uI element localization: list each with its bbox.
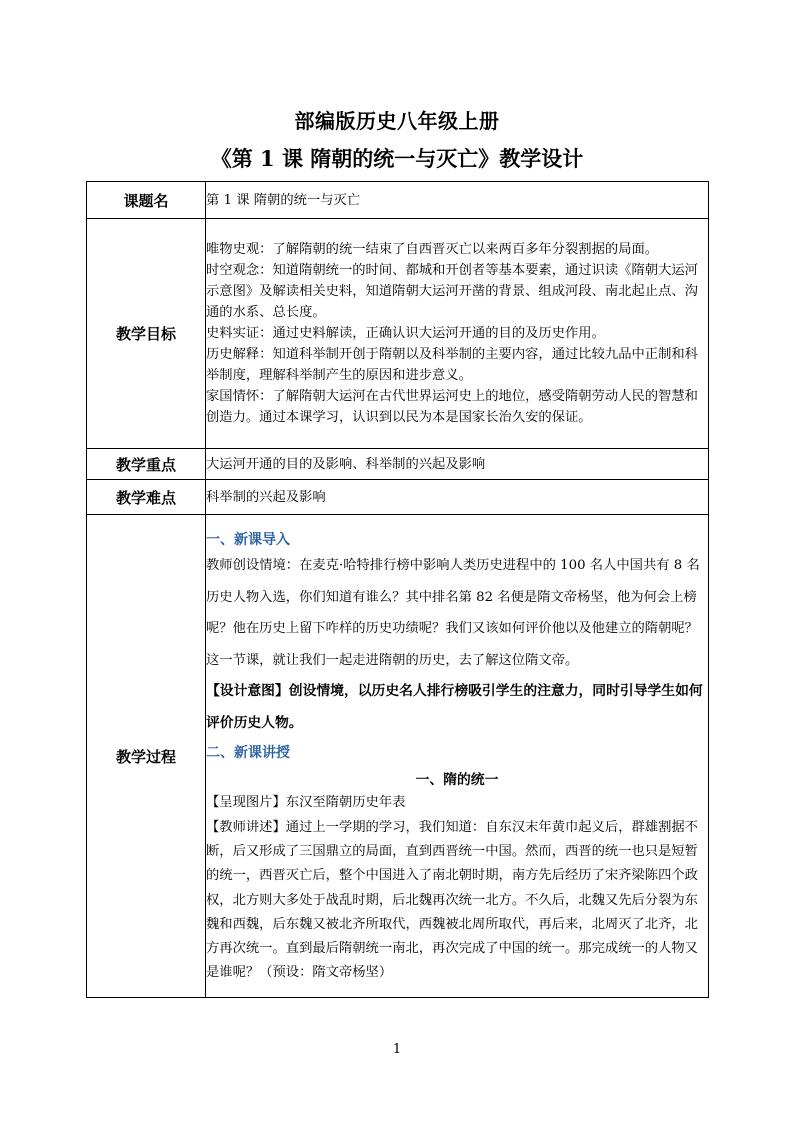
goal-item: 家国情怀：了解隋朝大运河在古代世界运河史上的地位，感受隋朝劳动人民的智慧和创造力。通过本课学习，认识到以民为本是国家长治久安的保证。 [206, 389, 698, 425]
goals-label: 教学目标 [87, 219, 206, 449]
process-cell [206, 515, 709, 998]
subsection-heading: 一、隋的统一 [415, 772, 499, 789]
page-number: 1 [392, 1042, 402, 1057]
document-title-line2: 《第 1 课 隋朝的统一与灭亡》教学设计 [210, 146, 584, 171]
document-title-line1: 部编版历史八年级上册 [294, 109, 500, 133]
goal-item: 史料实证：通过史料解读，正确认识大运河开通的目的及历史作用。 [206, 326, 605, 341]
key-points-label: 教学重点 [87, 449, 206, 480]
goal-item: 唯物史观：了解隋朝的统一结束了自西晋灭亡以来两百多年分裂割据的局面。 [206, 242, 659, 257]
goal-item: 时空观念：知道隋朝统一的时间、都城和开创者等基本要素，通过识读《隋朝大运河示意图》及解读相关史料，知道隋朝大运河开凿的背景、组成河段、南北起止点、沟通的水系、总长度。 [206, 263, 698, 320]
design-intent: 【设计意图】创设情境，以历史名人排行榜吸引学生的注意力，同时引导学生如何评价历史人物。 [206, 683, 703, 731]
goal-item: 历史解释：知道科举制开创于隋朝以及科举制的主要内容，通过比较九品中正制和科举制度，理解科举制产生的原因和进步意义。 [206, 347, 698, 383]
teacher-talk-paragraph: 【教师讲述】通过上一学期的学习，我们知道：自东汉末年黄巾起义后，群雄割据不断，后又形成了三国鼎立的局面，直到西晋统一中国。然而，西晋的统一也只是短暂的统一，西晋灭亡后，整个中国进入了南北朝时期，南方先后经历了宋齐梁陈四个政权，北方则大多处于战乱时期，后北魏再次统一北方。不久后，北魏又先后分裂为东魏和西魏，后东魏又被北齐所取代，西魏被北周所取代，再后来，北周灭了北齐，北方再次统一。直到最后隋朝统一南北，再次完成了中国的统一。那完成统一的人物又是谁呢？（预设：隋文帝杨坚） [206, 819, 698, 981]
table-row-difficulties [87, 480, 709, 515]
goals-cell [206, 219, 709, 449]
topic-label: 课题名 [87, 182, 206, 219]
table-row-goals [87, 219, 709, 449]
difficulties-value: 科举制的兴起及影响 [206, 480, 709, 515]
lesson-plan-table [86, 181, 709, 998]
topic-value: 第 1 课 隋朝的统一与灭亡 [206, 182, 709, 219]
show-image-note: 【呈现图片】东汉至隋朝历史年表 [206, 795, 406, 811]
section-heading-teaching: 二、新课讲授 [206, 745, 290, 762]
table-row-topic [87, 182, 709, 219]
intro-paragraph: 教师创设情境：在麦克·哈特排行榜中影响人类历史进程中的 100 名人中国共有 8 名历史人物入选，你们知道有谁么？其中排名第 82 名便是隋文帝杨坚，他为何会上榜呢？他在历史上留下咋样的历史功绩呢？我们又该如何评价他以及他建立的隋朝呢？这一节课，就让我们一起走进隋朝的历史，去了解这位隋文帝。 [206, 558, 700, 668]
process-label: 教学过程 [87, 515, 206, 998]
table-row-process [87, 515, 709, 998]
table-row-key-points [87, 449, 709, 480]
difficulties-label: 教学难点 [87, 480, 206, 515]
section-heading-intro: 一、新课导入 [206, 532, 290, 549]
key-points-value: 大运河开通的目的及影响、科举制的兴起及影响 [206, 449, 709, 480]
